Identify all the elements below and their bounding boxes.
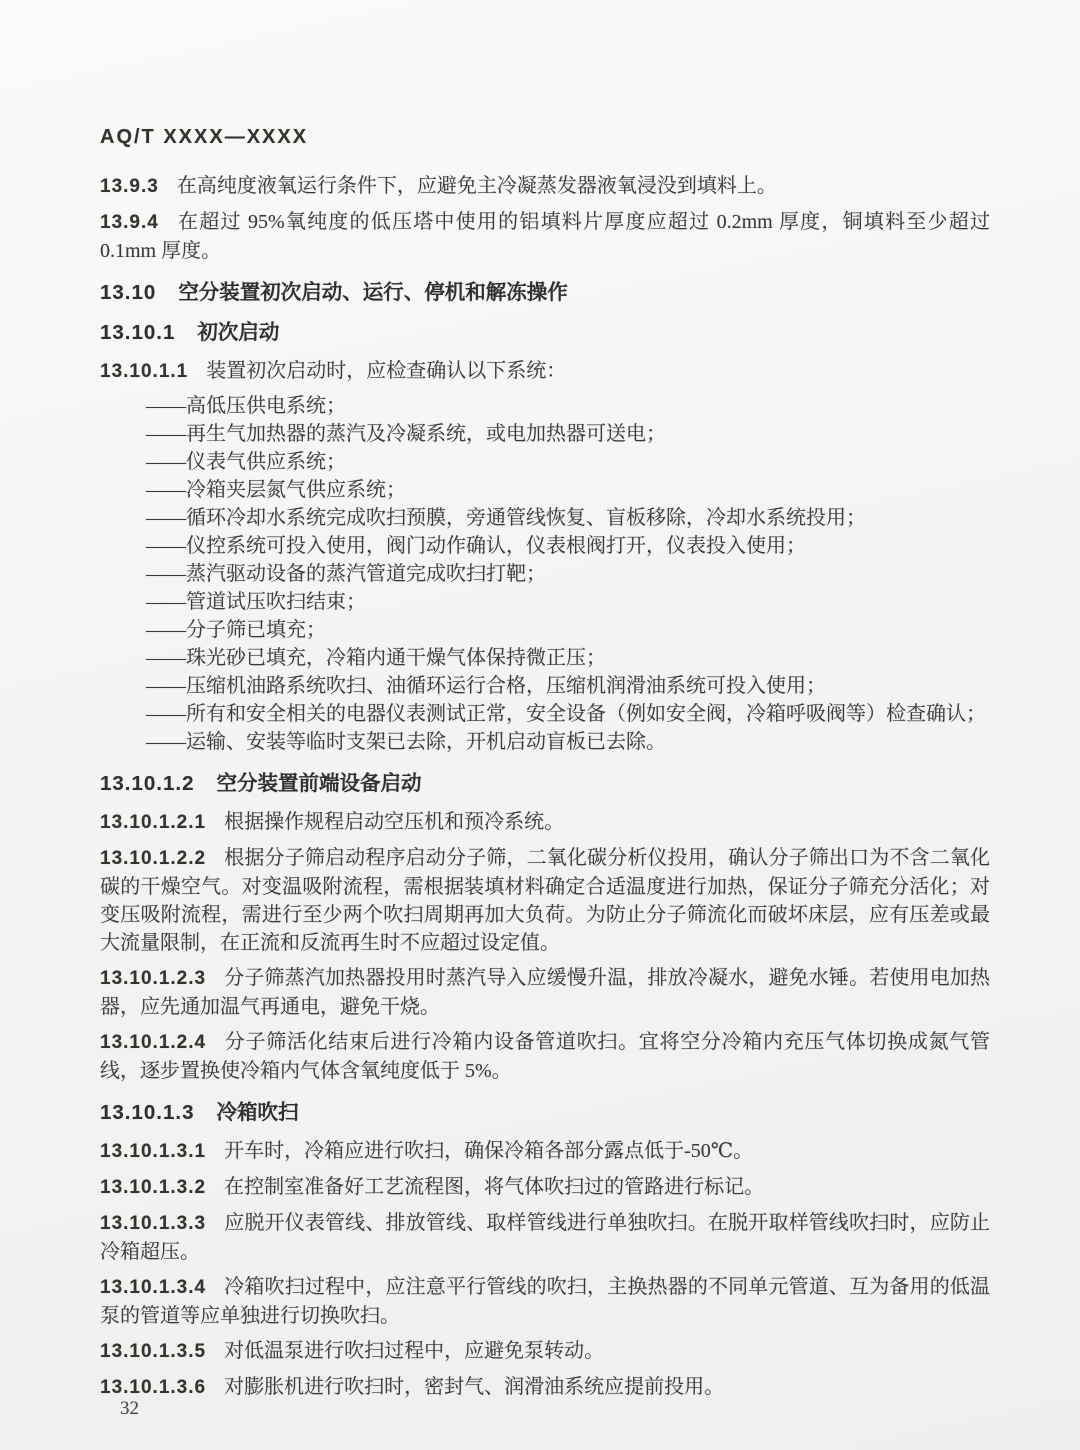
clause-text: 根据分子筛启动程序启动分子筛，二氧化碳分析仪投用，确认分子筛出口为不含二氧化碳的干燥空气。对变温吸附流程，需根据装填材料确定合适温度进行加热，保证分子筛充分活化；对变压吸附流程，需进行至少两个吹扫周期再加大负荷。为防止分子筛流化而破坏床层，应有压差或最大流量限制，在正流和反流再生时不应超过设定值。 <box>100 847 990 954</box>
clause-number: 13.9.3 <box>100 176 159 197</box>
dash-list-item: ——运输、安装等临时支架已去除，开机启动盲板已去除。 <box>146 731 666 753</box>
clause-text: 开车时，冷箱应进行吹扫，确保冷箱各部分露点低于-50℃。 <box>224 1140 754 1162</box>
clause-number: 13.10.1.2.2 <box>100 848 207 869</box>
clause-number: 13.10.1.2.3 <box>100 968 207 989</box>
clause-text: 根据操作规程启动空压机和预冷系统。 <box>224 811 565 833</box>
section-heading <box>100 321 990 345</box>
clause-paragraph <box>100 1273 990 1330</box>
clause-number: 13.10.1.2.4 <box>100 1032 207 1053</box>
clause-text: 初次启动 <box>197 321 280 344</box>
clause-text: 应脱开仪表管线、排放管线、取样管线进行单独吹扫。在脱开取样管线吹扫时，应防止冷箱超压。 <box>100 1212 990 1263</box>
clause-number: 13.10.1.3.3 <box>100 1213 207 1234</box>
clause-number: 13.10.1.3 <box>100 1101 195 1124</box>
dash-list-item: ——分子筛已填充； <box>146 619 326 641</box>
clause-number: 13.10.1 <box>100 321 176 344</box>
clause-number: 13.10.1.3.2 <box>100 1177 207 1198</box>
clause-paragraph <box>100 1209 990 1266</box>
clause-text: 对膨胀机进行吹扫时，密封气、润滑油系统应提前投用。 <box>224 1376 725 1398</box>
clause-text: 分子筛蒸汽加热器投用时蒸汽导入应缓慢升温，排放冷凝水，避免水锤。若使用电加热器，应先通加温气再通电，避免干烧。 <box>100 967 990 1018</box>
clause-paragraph <box>100 1337 990 1366</box>
clause-number: 13.10 <box>100 281 157 304</box>
clause-text: 冷箱吹扫 <box>216 1101 299 1124</box>
section-heading <box>100 1101 990 1125</box>
clause-paragraph <box>100 1028 990 1085</box>
clause-number: 13.10.1.3.5 <box>100 1341 207 1362</box>
dash-list-item: ——压缩机油路系统吹扫、油循环运行合格，压缩机润滑油系统可投入使用； <box>146 675 826 697</box>
clause-number: 13.10.1.2 <box>100 772 195 795</box>
dash-list-item: ——仪表气供应系统； <box>146 451 346 473</box>
dash-list-item: ——循环冷却水系统完成吹扫预膜，旁通管线恢复、盲板移除，冷却水系统投用； <box>146 507 866 529</box>
dash-list-item: ——高低压供电系统； <box>146 395 346 417</box>
clause-paragraph <box>100 208 990 265</box>
section-heading <box>100 772 990 796</box>
clause-text: 对低温泵进行吹扫过程中，应避免泵转动。 <box>224 1340 605 1362</box>
clause-number: 13.9.4 <box>100 212 159 233</box>
section-heading <box>100 281 990 305</box>
dash-list-item: ——再生气加热器的蒸汽及冷凝系统，或电加热器可送电； <box>146 423 666 445</box>
clause-text: 装置初次启动时，应检查确认以下系统： <box>206 360 567 382</box>
dash-list-item: ——冷箱夹层氮气供应系统； <box>146 479 406 501</box>
dash-list-item: ——蒸汽驱动设备的蒸汽管道完成吹扫打靶； <box>146 563 546 585</box>
clause-number: 13.10.1.3.4 <box>100 1277 207 1298</box>
page-number: 32 <box>120 1398 139 1419</box>
dash-list <box>100 392 990 756</box>
dash-list-item: ——仪控系统可投入使用，阀门动作确认，仪表根阀打开，仪表投入使用； <box>146 535 806 557</box>
clause-text: 在高纯度液氧运行条件下，应避免主冷凝蒸发器液氧浸没到填料上。 <box>176 175 777 197</box>
clause-text: 空分装置前端设备启动 <box>216 772 422 795</box>
clause-number: 13.10.1.3.1 <box>100 1141 207 1162</box>
clause-paragraph <box>100 357 990 386</box>
document-header: AQ/T XXXX—XXXX <box>100 126 309 148</box>
clause-text: 冷箱吹扫过程中，应注意平行管线的吹扫，主换热器的不同单元管道、互为备用的低温泵的管道等应单独进行切换吹扫。 <box>100 1276 990 1327</box>
dash-list-item: ——珠光砂已填充，冷箱内通干燥气体保持微正压； <box>146 647 606 669</box>
clause-number: 13.10.1.2.1 <box>100 812 207 833</box>
clause-text: 分子筛活化结束后进行冷箱内设备管道吹扫。宜将空分冷箱内充压气体切换成氮气管线，逐步置换使冷箱内气体含氧纯度低于 5%。 <box>100 1031 990 1082</box>
dash-list-item: ——管道试压吹扫结束； <box>146 591 366 613</box>
clause-paragraph <box>100 1173 990 1202</box>
clause-paragraph <box>100 844 990 957</box>
clause-paragraph <box>100 808 990 837</box>
clause-paragraph <box>100 964 990 1021</box>
clause-number: 13.10.1.3.6 <box>100 1377 207 1398</box>
clause-text: 空分装置初次启动、运行、停机和解冻操作 <box>178 281 568 304</box>
clause-paragraph <box>100 1373 990 1402</box>
dash-list-item: ——所有和安全相关的电器仪表测试正常，安全设备（例如安全阀，冷箱呼吸阀等）检查确认； <box>146 703 986 725</box>
clause-paragraph <box>100 1137 990 1166</box>
clause-text: 在超过 95%氧纯度的低压塔中使用的铝填料片厚度应超过 0.2mm 厚度，铜填料至少超过 0.1mm 厚度。 <box>100 211 990 262</box>
clause-text: 在控制室准备好工艺流程图，将气体吹扫过的管路进行标记。 <box>224 1176 765 1198</box>
clause-paragraph <box>100 172 990 201</box>
document-body <box>100 172 990 1402</box>
clause-number: 13.10.1.1 <box>100 361 189 382</box>
